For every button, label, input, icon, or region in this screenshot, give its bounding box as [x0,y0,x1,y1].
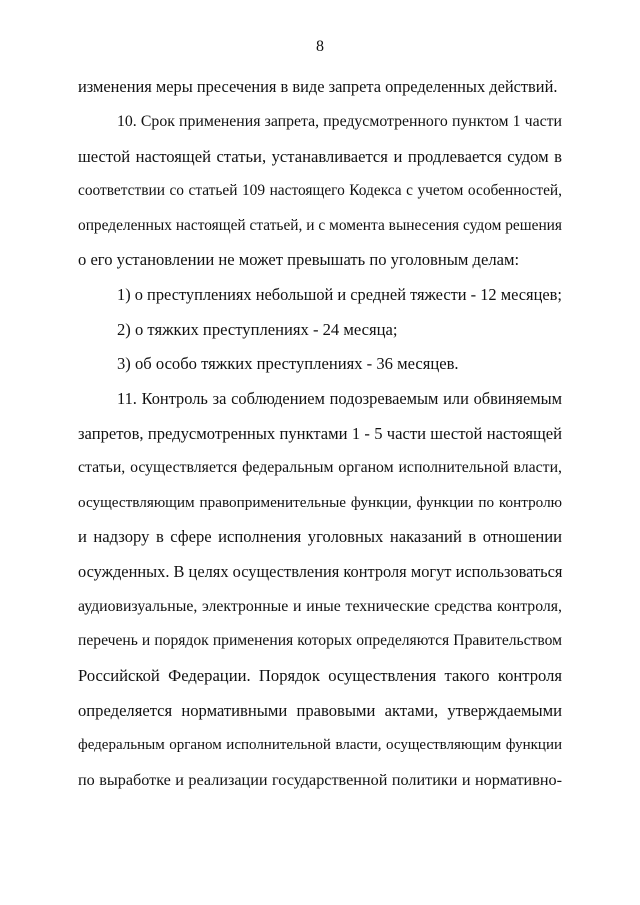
page-number: 8 [316,38,324,55]
text-line: соответствии со статьей 109 настоящего Кодекса с учетом особенностей, [78,182,562,199]
text-line: осуществляющим правоприменительные функции, функции по контролю [78,494,562,511]
text-line: определяется нормативными правовыми актами, утверждаемыми [78,701,562,720]
text-line: осужденных. В целях осуществления контроля могут использоваться [78,562,563,581]
text-line: и надзору в сфере исполнения уголовных наказаний в отношении [78,527,562,546]
text-line: определенных настоящей статьей, и с момента вынесения судом решения [78,217,562,234]
list-item: 2) о тяжких преступлениях - 24 месяца; [117,320,398,339]
text-line: 11. Контроль за соблюдением подозреваемым или обвиняемым [117,389,562,408]
text-line: о его установлении не может превышать по уголовным делам: [78,250,520,269]
text-line: аудиовизуальные, электронные и иные технические средства контроля, [78,598,562,615]
list-item: 3) об особо тяжких преступлениях - 36 месяцев. [117,354,459,373]
text-line: статьи, осуществляется федеральным органом исполнительной власти, [78,459,562,476]
text-line: перечень и порядок применения которых определяются Правительством [78,632,562,649]
text-line: по выработке и реализации государственной политики и нормативно- [78,771,562,789]
text-line: 10. Срок применения запрета, предусмотренного пунктом 1 части [117,113,562,130]
text-line: изменения меры пресечения в виде запрета определенных действий. [78,77,558,96]
text-line: Российской Федерации. Порядок осуществления такого контроля [78,666,562,685]
text-line: запретов, предусмотренных пунктами 1 - 5 части шестой настоящей [78,424,562,443]
text-line: федеральным органом исполнительной власти, осуществляющим функции [78,737,562,753]
list-item: 1) о преступлениях небольшой и средней тяжести - 12 месяцев; [117,285,562,304]
text-line: шестой настоящей статьи, устанавливается и продлевается судом в [78,147,562,166]
